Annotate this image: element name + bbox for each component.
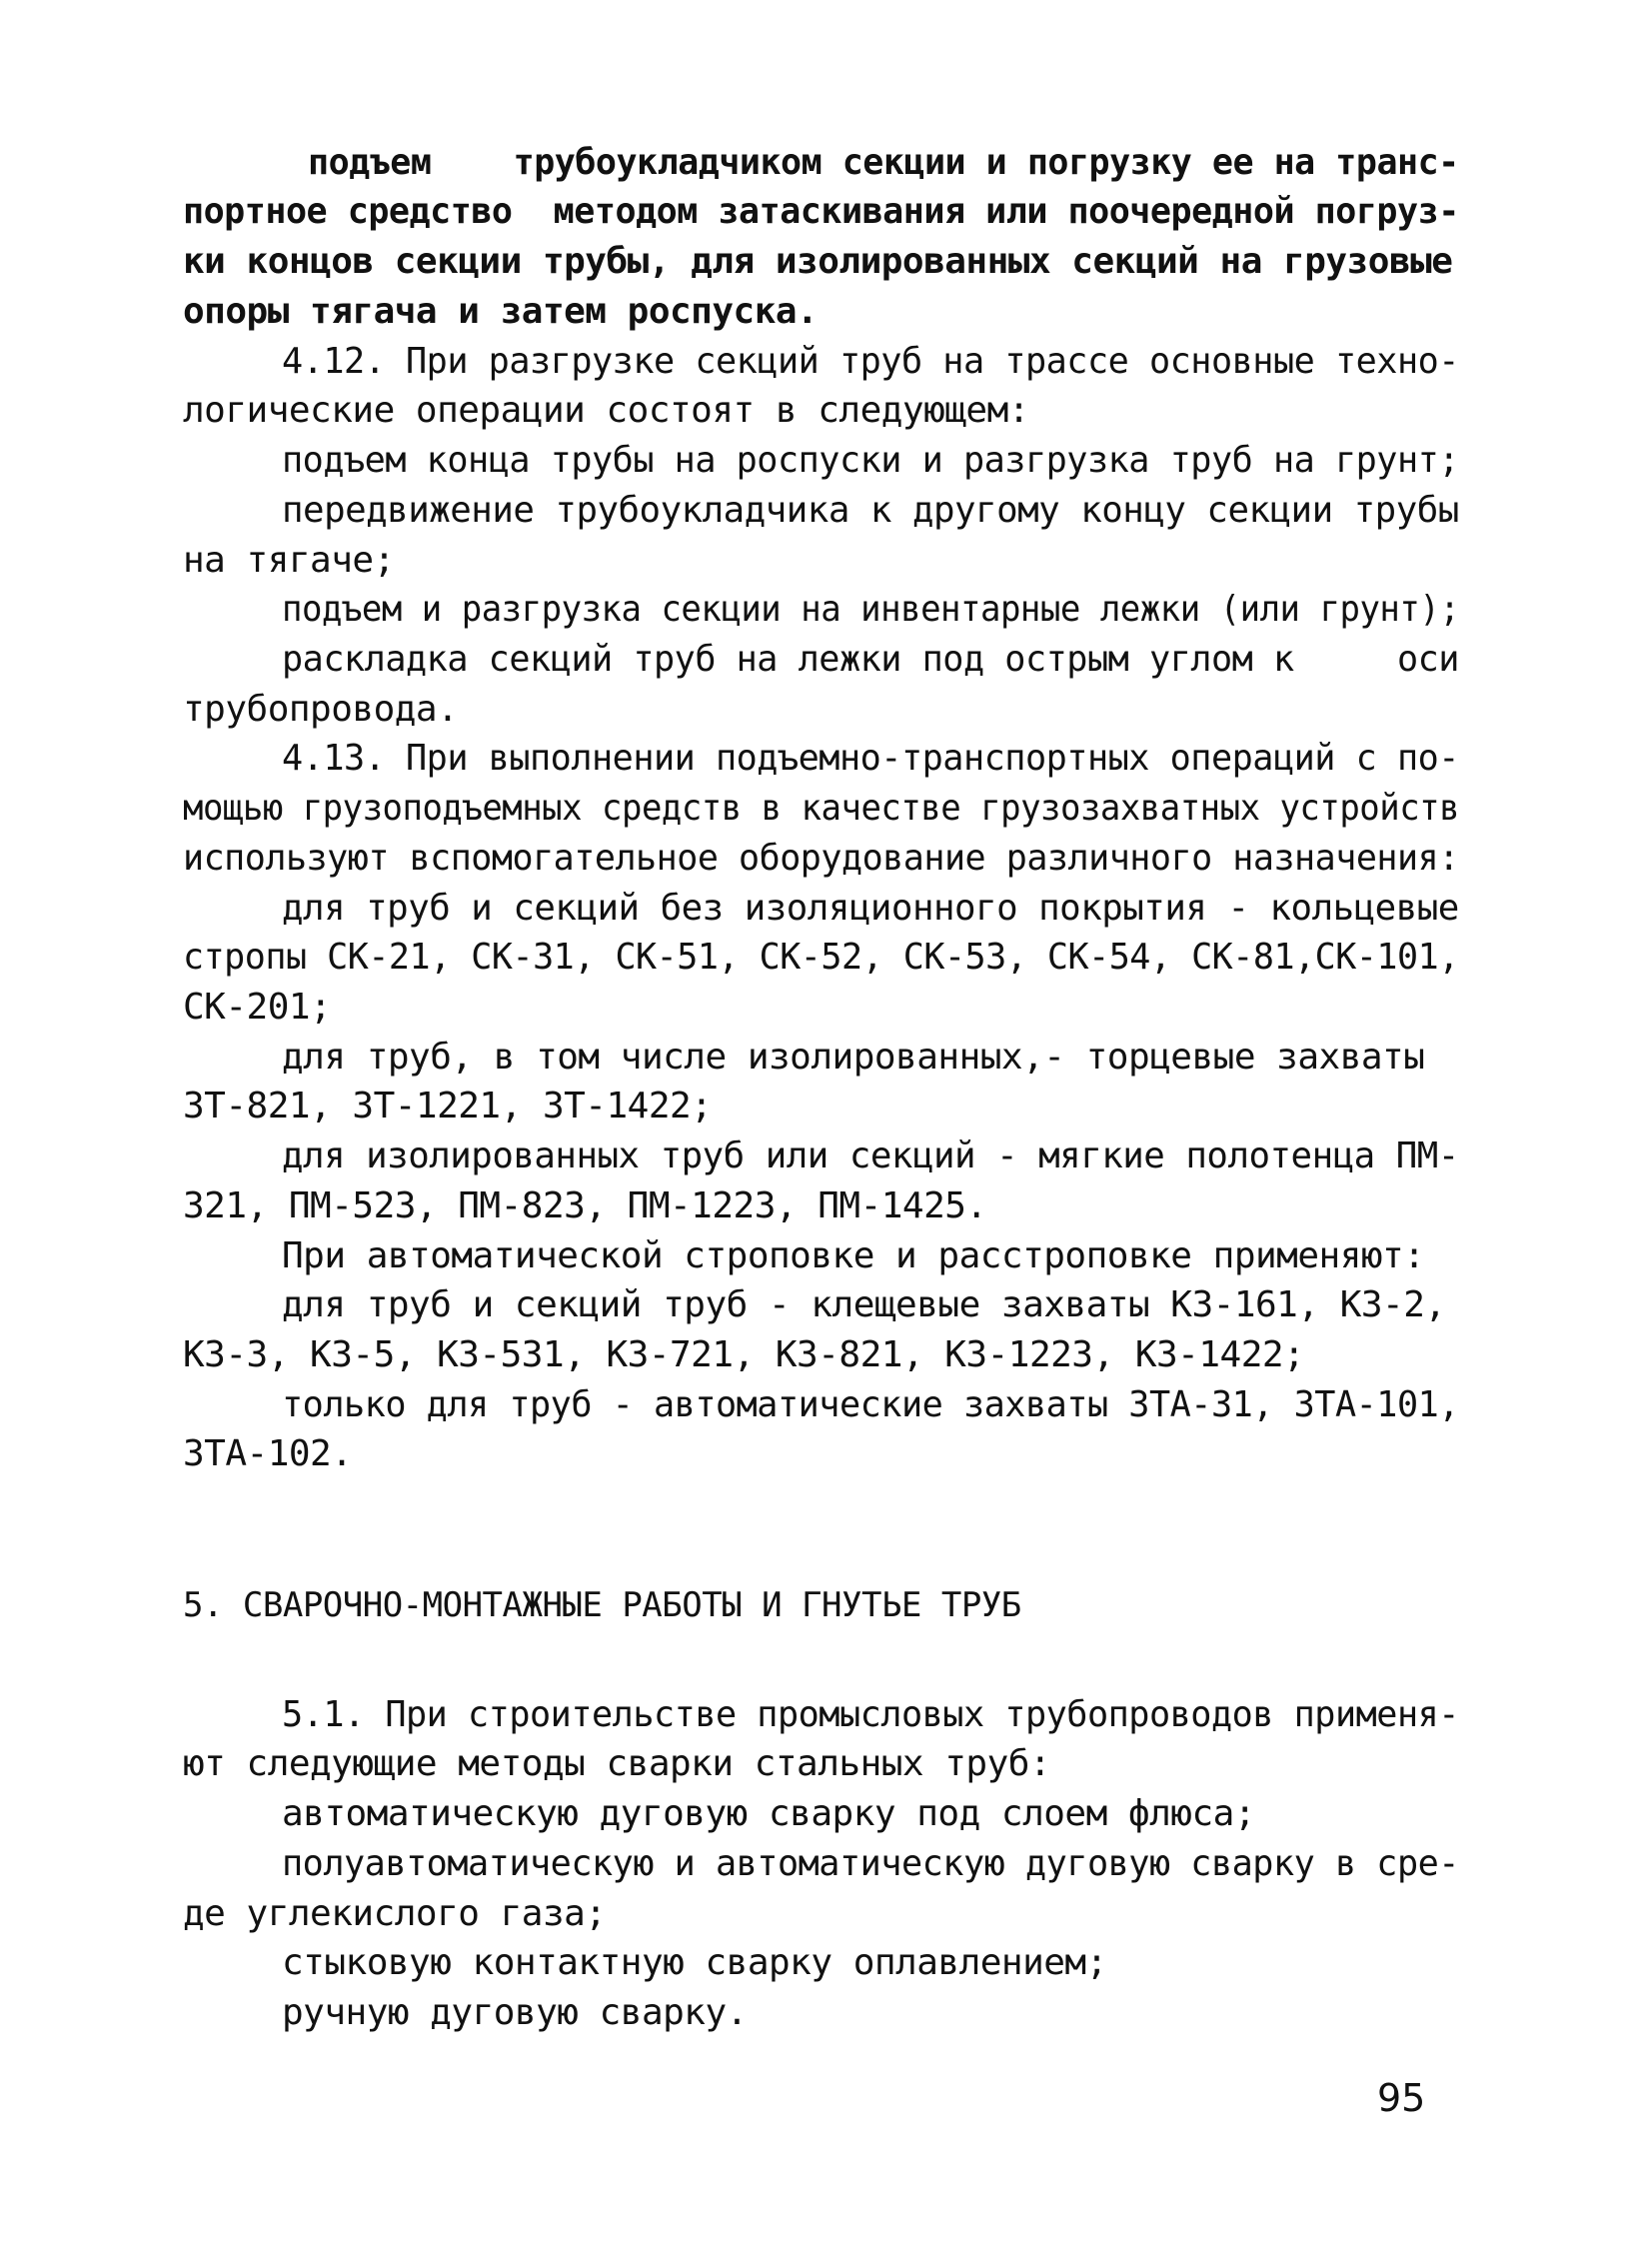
- text-line: При автоматической строповке и расстроповке применяют:: [282, 1235, 1425, 1276]
- text-line: на тягаче;: [183, 540, 395, 581]
- text-line: ЗТ-821, ЗТ-1221, ЗТ-1422;: [183, 1086, 713, 1126]
- text-line: 4.13. При выполнении подъемно-транспортных операций с по-: [282, 738, 1459, 779]
- text-line: используют вспомогательное оборудование различного назначения:: [183, 838, 1459, 879]
- text-line: для труб, в том числе изолированных,- торцевые захваты: [282, 1037, 1425, 1078]
- section-heading: 5. СВАРОЧНО-МОНТАЖНЫЕ РАБОТЫ И ГНУТЬЕ ТРУБ: [183, 1585, 1021, 1625]
- text-line: портное средство методом затаскивания или поочередной погруз-: [183, 191, 1459, 232]
- text-line: подъем и разгрузка секции на инвентарные лежки (или грунт);: [282, 589, 1460, 630]
- text-line: опоры тягача и затем роспуска.: [183, 291, 819, 332]
- text-line: подъем трубоукладчиком секции и погрузку ее на транс-: [308, 142, 1459, 183]
- text-line: передвижение трубоукладчика к другому концу секции трубы: [282, 490, 1459, 531]
- text-line: 4.12. При разгрузке секций труб на трассе основные техно-: [282, 341, 1459, 382]
- text-line: раскладка секций труб на лежки под острым углом к оси: [282, 639, 1459, 680]
- text-line: подъем конца трубы на роспуски и разгрузка труб на грунт;: [282, 440, 1459, 481]
- text-line: для труб и секций без изоляционного покрытия - кольцевые: [282, 888, 1459, 929]
- text-line: автоматическую дуговую сварку под слоем флюса;: [282, 1793, 1255, 1834]
- text-line: 321, ПМ-523, ПМ-823, ПМ-1223, ПМ-1425.: [183, 1185, 987, 1226]
- text-line: КЗ-3, КЗ-5, КЗ-531, КЗ-721, КЗ-821, КЗ-1223, КЗ-1422;: [183, 1334, 1305, 1375]
- text-line: де углекислого газа;: [183, 1893, 607, 1934]
- text-line: СК-201;: [183, 987, 332, 1028]
- text-line: логические операции состоят в следующем:: [183, 390, 1029, 431]
- text-line: ки концов секции трубы, для изолированных секций на грузовые: [183, 241, 1453, 282]
- text-line: ЗТА-102.: [183, 1433, 353, 1474]
- text-line: трубопровода.: [183, 689, 459, 730]
- text-line: ручную дуговую сварку.: [282, 1992, 748, 2033]
- text-line: полуавтоматическую и автоматическую дуговую сварку в сре-: [282, 1843, 1459, 1884]
- text-line: для изолированных труб или секций - мягкие полотенца ПМ-: [282, 1135, 1459, 1176]
- text-line: только для труб - автоматические захваты ЗТА-31, ЗТА-101,: [282, 1384, 1459, 1425]
- page-number: 95: [1377, 2076, 1426, 2120]
- text-line: для труб и секций труб - клещевые захваты КЗ-161, КЗ-2,: [282, 1284, 1446, 1325]
- text-line: стыковую контактную сварку оплавлением;: [282, 1942, 1107, 1983]
- text-line: стропы СК-21, СК-31, СК-51, СК-52, СК-53, СК-54, СК-81,СК-101,: [183, 937, 1459, 978]
- text-line: 5.1. При строительстве промысловых трубопроводов применя-: [282, 1694, 1459, 1735]
- text-line: ют следующие методы сварки стальных труб:: [183, 1743, 1051, 1784]
- text-line: мощью грузоподъемных средств в качестве грузозахватных устройств: [183, 788, 1460, 829]
